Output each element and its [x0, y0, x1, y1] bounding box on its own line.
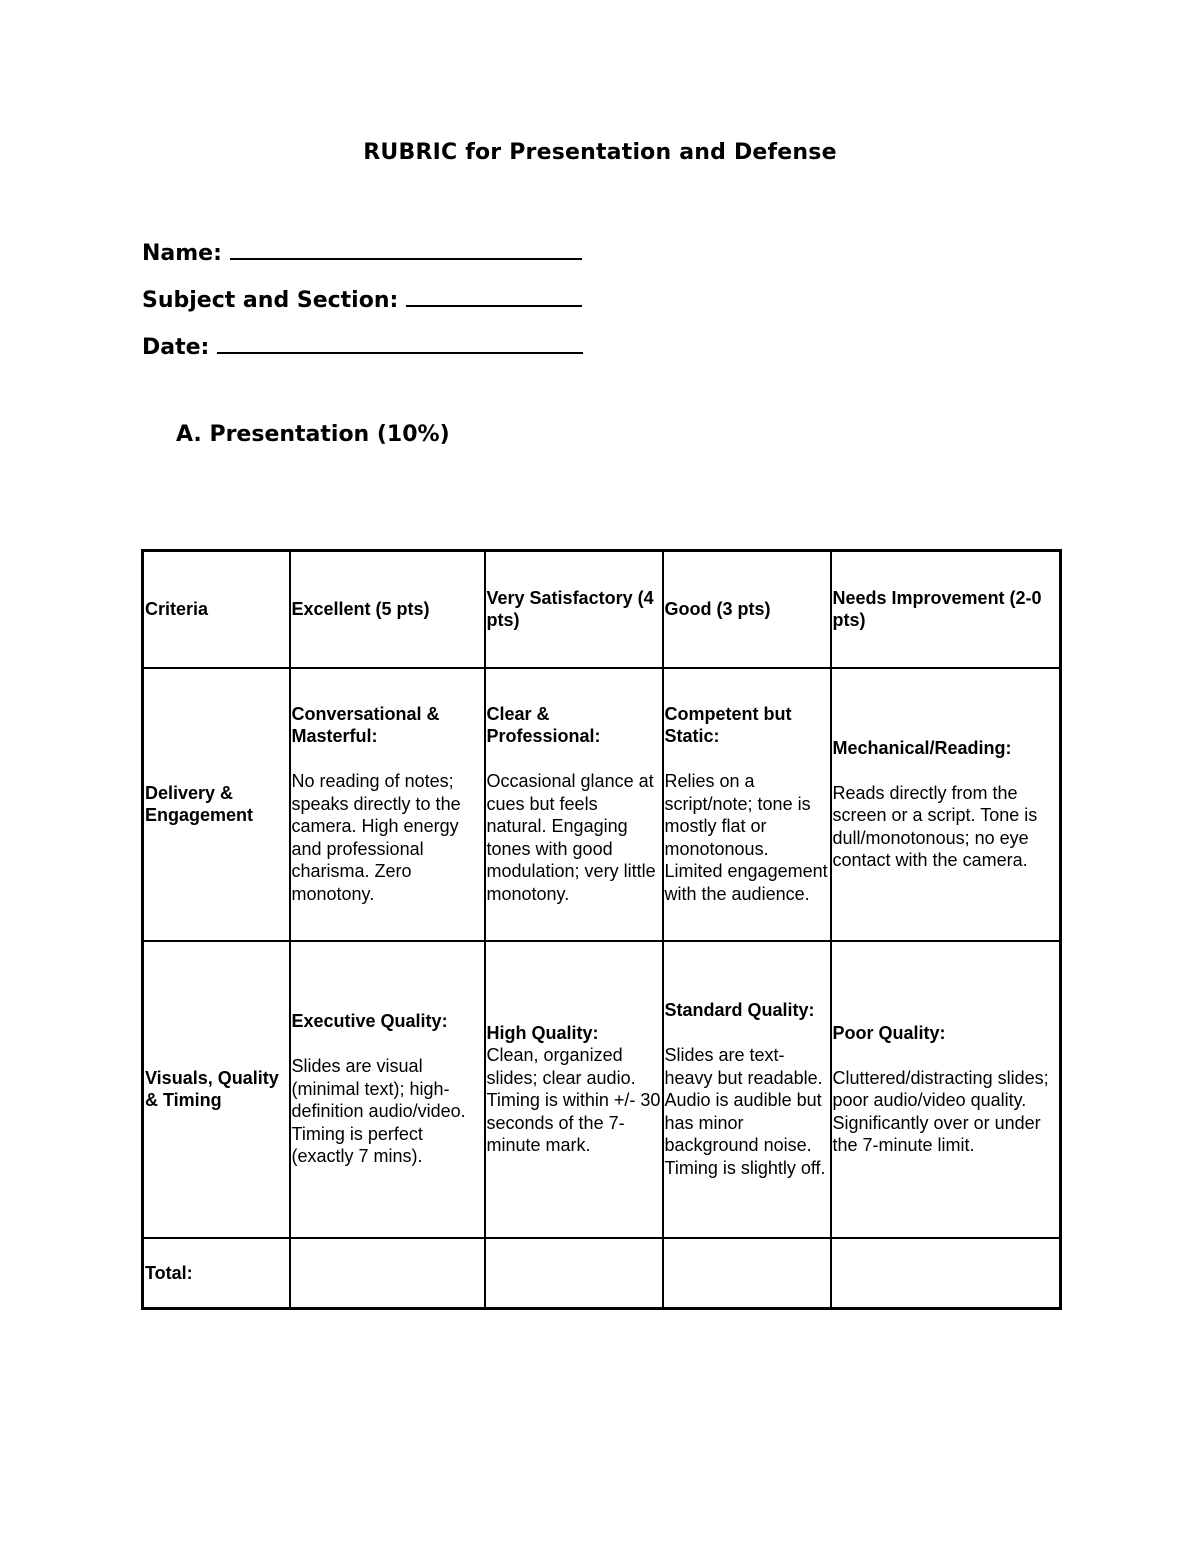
total-label-cell: Total: [143, 1238, 290, 1309]
cell-title: Mechanical/Reading: [832, 737, 1012, 758]
cell-title: Executive Quality: [291, 1011, 448, 1032]
cell-description: Cluttered/distracting slides; poor audio/video quality. Significantly over or under the 7-minute limit. [832, 1067, 1049, 1155]
header-criteria: Criteria [143, 551, 290, 668]
total-good-cell [663, 1238, 831, 1309]
cell-title: Poor Quality: [832, 1022, 946, 1043]
header-excellent: Excellent (5 pts) [290, 551, 485, 668]
rubric-row-delivery [143, 668, 1061, 941]
excellent-cell [290, 668, 485, 941]
cell-description: Reads directly from the screen or a script. Tone is dull/monotonous; no eye contact with the camera. [832, 782, 1038, 870]
cell-title: High Quality: [486, 1022, 599, 1043]
cell-description: Slides are text-heavy but readable. Audio is audible but has minor background noise. Timing is slightly off. [664, 1045, 826, 1178]
very-satisfactory-cell [485, 941, 663, 1238]
cell-title: Conversational & Masterful: [291, 703, 440, 747]
header-very-satisfactory: Very Satisfactory (4 pts) [485, 551, 663, 668]
rubric-total-row [143, 1238, 1061, 1309]
subject-section-field [142, 283, 582, 313]
total-needs-improvement-cell [831, 1238, 1061, 1309]
needs-improvement-cell [831, 941, 1061, 1238]
criterion-cell: Delivery & Engagement [143, 668, 290, 941]
total-excellent-cell [290, 1238, 485, 1309]
cell-description: Occasional glance at cues but feels natural. Engaging tones with good modulation; very little monotony. [486, 771, 656, 904]
subject-section-blank-line [406, 283, 582, 307]
criterion-cell: Visuals, Quality & Timing [143, 941, 290, 1238]
section-heading: A. Presentation (10%) [176, 422, 450, 447]
total-very-satisfactory-cell [485, 1238, 663, 1309]
cell-title: Clear & Professional: [486, 703, 601, 747]
header-needs-improvement: Needs Improvement (2-0 pts) [831, 551, 1061, 668]
rubric-table [141, 549, 1062, 1310]
cell-description: No reading of notes; speaks directly to the camera. High energy and professional charisma. Zero monotony. [291, 771, 461, 904]
cell-description: Relies on a script/note; tone is mostly flat or monotonous. Limited engagement with the audience. [664, 771, 828, 904]
excellent-cell [290, 941, 485, 1238]
cell-description: Clean, organized slides; clear audio. Timing is within +/- 30 seconds of the 7-minute mark. [486, 1045, 661, 1155]
date-blank-line [217, 330, 583, 354]
needs-improvement-cell [831, 668, 1061, 941]
rubric-header-row [143, 551, 1061, 668]
cell-title: Competent but Static: [664, 703, 792, 747]
name-field [142, 236, 582, 266]
date-label: Date: [142, 335, 210, 360]
good-cell [663, 668, 831, 941]
rubric-row-visuals [143, 941, 1061, 1238]
name-label: Name: [142, 241, 222, 266]
subject-section-label: Subject and Section: [142, 288, 399, 313]
very-satisfactory-cell [485, 668, 663, 941]
cell-description: Slides are visual (minimal text); high-definition audio/video. Timing is perfect (exactly 7 mins). [291, 1056, 466, 1167]
document-title: RUBRIC for Presentation and Defense [363, 140, 837, 165]
cell-title: Standard Quality: [664, 1000, 815, 1020]
name-blank-line [230, 236, 582, 260]
header-good: Good (3 pts) [663, 551, 831, 668]
good-cell [663, 941, 831, 1238]
date-field [142, 330, 583, 360]
